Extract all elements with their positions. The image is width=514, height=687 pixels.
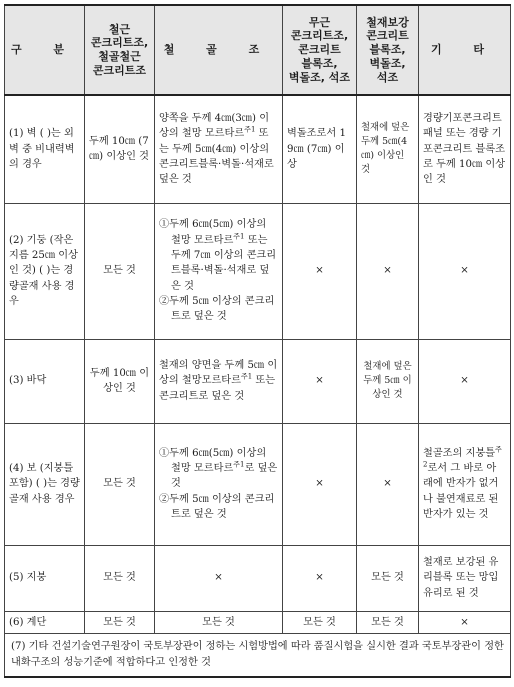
table-row-floor <box>5 339 511 423</box>
header-steel: 철 골 조 <box>155 5 283 95</box>
cell-reinforced: 철재에 덮은 두께 5㎝ 이상인 것 <box>357 339 419 423</box>
cell-other: × <box>419 339 511 423</box>
cell-masonry: 모든 것 <box>283 611 357 633</box>
table-row-column <box>5 203 511 339</box>
cell-steel: ①두께 6㎝(5㎝) 이상의 철망 모르타르$^{주1}$ 또는 두께 7㎝ 이상의 콘크리트블록·벽돌·석재로 덮은 것 ②두께 5㎝ 이상의 콘크리트로 덮은 것 <box>155 203 283 339</box>
row-label: (3) 바닥 <box>5 339 85 423</box>
cell-rc: 모든 것 <box>85 423 155 545</box>
cell-steel: 모든 것 <box>155 611 283 633</box>
table-row-stairs <box>5 611 511 633</box>
table-row-beam <box>5 423 511 545</box>
cell-masonry: 벽돌조로서 19㎝ (7㎝) 이상 <box>283 95 357 203</box>
cell-reinforced: 철재에 덮은 두께 5㎝(4㎝) 이상인 것 <box>357 95 419 203</box>
cell-other: 철골조의 지붕틀$^{주2}$로서 그 바로 아래에 반자가 없거나 불연재료로 된 반자가 있는 것 <box>419 423 511 545</box>
cell-rc: 두께 10㎝ 이상인 것 <box>85 339 155 423</box>
row-label: (2) 기둥 (작은 지름 25㎝ 이상인 것) ( )는 경량골재 사용 경우 <box>5 203 85 339</box>
table-row-wall <box>5 95 511 203</box>
cell-rc: 두께 10㎝ (7㎝) 이상인 것 <box>85 95 155 203</box>
cell-steel: × <box>155 545 283 611</box>
cell-masonry: × <box>283 545 357 611</box>
header-masonry: 무근 콘크리트조, 콘크리트 블록조, 벽돌조, 석조 <box>283 5 357 95</box>
header-category: 구 분 <box>5 5 85 95</box>
cell-other: 경량기포콘크리트패널 또는 경량 기포콘크리트 블록조로 두께 10㎝ 이상인 것 <box>419 95 511 203</box>
note-cell: (7) 기타 건설기술연구원장이 국토부장관이 정하는 시험방법에 따라 품질시험을 실시한 결과 국토부장관이 정한 내화구조의 성능기준에 적합하다고 인정한 것 <box>5 633 511 677</box>
cell-rc: 모든 것 <box>85 611 155 633</box>
fire-resistant-structure-table-wrapper <box>4 4 510 678</box>
header-reinforced: 철재보강 콘크리트 블록조, 벽돌조, 석조 <box>357 5 419 95</box>
table-row-note <box>5 633 511 677</box>
header-other: 기 타 <box>419 5 511 95</box>
cell-steel: ①두께 6㎝(5㎝) 이상의 철망 모르타르$^{주1}$로 덮은 것 ②두께 5㎝ 이상의 콘크리트로 덮은 것 <box>155 423 283 545</box>
cell-steel: 철재의 양면을 두께 5㎝ 이상의 철망모르타르$^{주1}$ 또는 콘크리트로 덮은 것 <box>155 339 283 423</box>
cell-reinforced: 모든 것 <box>357 545 419 611</box>
table-row-roof <box>5 545 511 611</box>
header-row <box>5 5 511 95</box>
cell-masonry: × <box>283 423 357 545</box>
cell-masonry: × <box>283 339 357 423</box>
cell-reinforced: × <box>357 423 419 545</box>
cell-other: 철재로 보강된 유리블록 또는 망입유리로 된 것 <box>419 545 511 611</box>
row-label: (6) 계단 <box>5 611 85 633</box>
cell-rc: 모든 것 <box>85 203 155 339</box>
row-label: (4) 보 (지붕틀 포함) ( )는 경량골재 사용 경우 <box>5 423 85 545</box>
cell-reinforced: × <box>357 203 419 339</box>
fire-resistant-structure-table <box>4 4 511 678</box>
cell-rc: 모든 것 <box>85 545 155 611</box>
cell-masonry: × <box>283 203 357 339</box>
cell-other: × <box>419 203 511 339</box>
cell-other: × <box>419 611 511 633</box>
cell-steel: 양쪽을 두께 4㎝(3㎝) 이상의 철망 모르타르$^{주1}$ 또는 두께 5㎝(4㎝) 이상의 콘크리트블록·벽돌·석재로 덮은 것 <box>155 95 283 203</box>
row-label: (5) 지붕 <box>5 545 85 611</box>
row-label: (1) 벽 ( )는 외벽 중 비내력벽의 경우 <box>5 95 85 203</box>
header-rc: 철근 콘크리트조, 철골철근 콘크리트조 <box>85 5 155 95</box>
cell-reinforced: 모든 것 <box>357 611 419 633</box>
